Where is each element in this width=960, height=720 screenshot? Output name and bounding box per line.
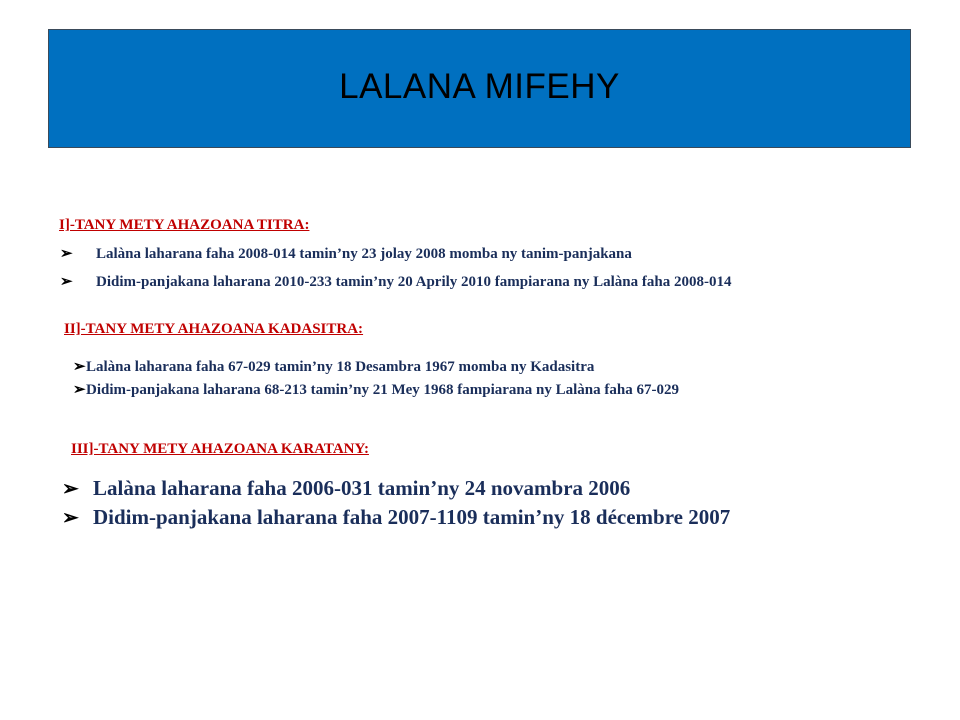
list-item bbox=[60, 244, 632, 263]
title-banner bbox=[48, 29, 911, 148]
arrow-bullet-icon: ➢ bbox=[73, 359, 86, 375]
arrow-bullet-icon: ➢ bbox=[60, 274, 73, 290]
arrow-bullet-icon: ➢ bbox=[62, 507, 79, 529]
arrow-bullet-icon: ➢ bbox=[62, 478, 79, 500]
list-item-text: Lalàna laharana faha 2008-014 tamin’ny 23 jolay 2008 momba ny tanim-panjakana bbox=[96, 246, 632, 262]
slide-title: LALANA MIFEHY bbox=[339, 66, 620, 106]
list-item-text: Didim-panjakana laharana 68-213 tamin’ny 21 Mey 1968 fampiarana ny Lalàna faha 67-029 bbox=[86, 382, 679, 398]
section-heading-titra: I]-TANY METY AHAZOANA TITRA: bbox=[59, 217, 310, 233]
section-heading-kadasitra: II]-TANY METY AHAZOANA KADASITRA: bbox=[64, 321, 364, 337]
arrow-bullet-icon: ➢ bbox=[60, 246, 73, 262]
arrow-bullet-icon: ➢ bbox=[73, 382, 86, 398]
list-item bbox=[60, 272, 732, 291]
section-heading-karatany: III]-TANY METY AHAZOANA KARATANY: bbox=[71, 441, 369, 457]
list-item-text: Lalàna laharana faha 67-029 tamin’ny 18 Desambra 1967 momba ny Kadasitra bbox=[86, 359, 595, 375]
list-item-text: Didim-panjakana laharana 2010-233 tamin’ny 20 Aprily 2010 fampiarana ny Lalàna faha 2008-014 bbox=[96, 274, 732, 290]
list-item bbox=[62, 476, 630, 501]
list-item bbox=[62, 505, 730, 530]
list-item bbox=[73, 357, 594, 376]
list-item-text: Didim-panjakana laharana faha 2007-1109 tamin’ny 18 décembre 2007 bbox=[93, 505, 731, 529]
list-item-text: Lalàna laharana faha 2006-031 tamin’ny 24 novambra 2006 bbox=[93, 476, 631, 500]
list-item bbox=[73, 380, 679, 399]
